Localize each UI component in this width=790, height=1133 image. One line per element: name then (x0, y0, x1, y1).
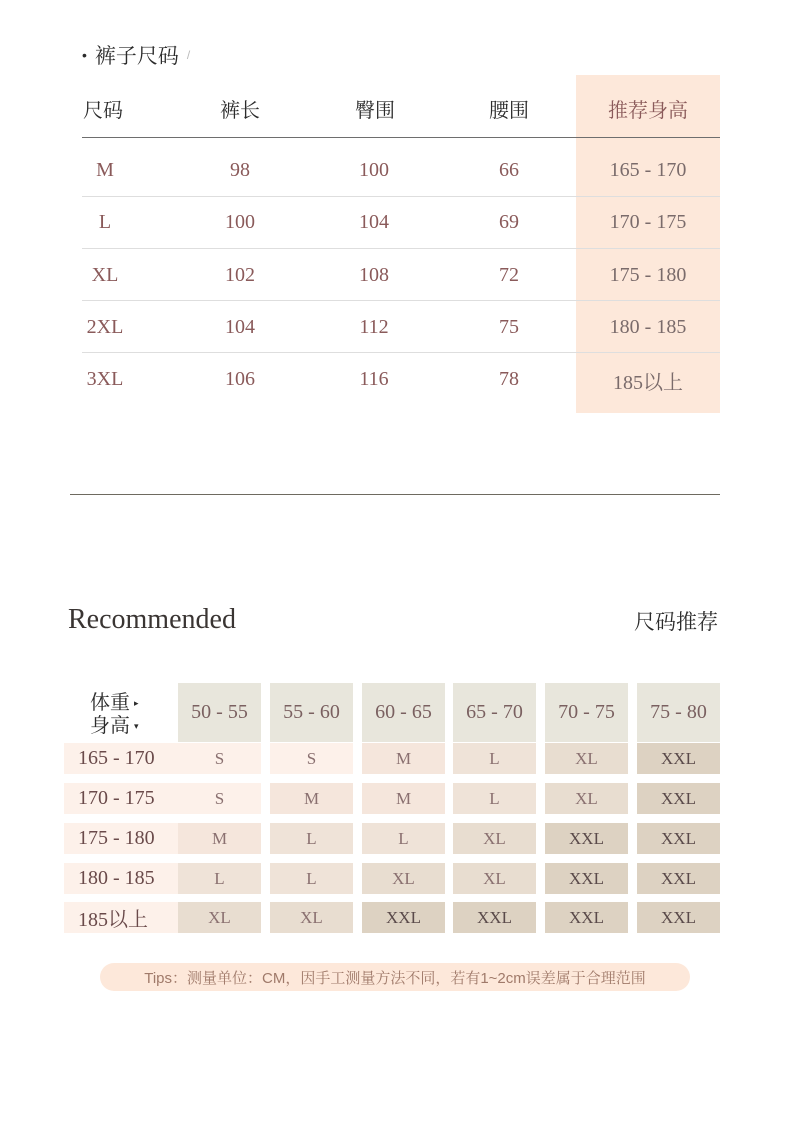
section-title (82, 40, 190, 70)
size-cell: 3XL (86, 368, 124, 390)
length-cell: 102 (225, 264, 255, 286)
height-row-label: 180 - 185 (64, 863, 178, 894)
size-recommendation-cell: M (362, 743, 445, 774)
size-recommendation-cell: S (270, 743, 353, 774)
size-recommendation-cell: M (362, 783, 445, 814)
height-row-label: 185以上 (64, 902, 178, 933)
height-row-label: 170 - 175 (64, 783, 178, 814)
length-cell: 100 (225, 211, 255, 233)
hip-cell: 116 (359, 368, 389, 390)
hip-cell: 112 (359, 316, 389, 338)
size-recommendation-cell: L (270, 823, 353, 854)
size-recommendation-cell: XL (270, 902, 353, 933)
size-cell: M (96, 159, 114, 181)
height-cell: 180 - 185 (609, 316, 687, 338)
row-divider (82, 300, 720, 301)
size-recommendation-cell: XL (453, 823, 536, 854)
height-axis-label: 身高 ▾ (90, 715, 139, 737)
size-recommendation-cell: L (453, 783, 536, 814)
weight-header: 55 - 60 (270, 683, 353, 742)
waist-cell: 69 (499, 211, 519, 233)
recommended-height-column-highlight (576, 75, 720, 413)
weight-header: 60 - 65 (362, 683, 445, 742)
header-recommended-height: 推荐身高 (608, 100, 688, 122)
waist-cell: 66 (499, 159, 519, 181)
weight-header: 75 - 80 (637, 683, 720, 742)
height-row-label: 175 - 180 (64, 823, 178, 854)
size-recommendation-cell: XL (545, 783, 628, 814)
section-divider (70, 494, 720, 495)
row-divider (82, 196, 720, 197)
size-recommendation-cell: L (362, 823, 445, 854)
size-cell: L (98, 211, 112, 233)
size-recommendation-cell: S (178, 783, 261, 814)
size-recommendation-cell: XXL (637, 783, 720, 814)
weight-axis-label: 体重 ▸ (90, 692, 139, 714)
size-recommendation-cell: XL (453, 863, 536, 894)
height-cell: 170 - 175 (609, 211, 687, 233)
hip-cell: 108 (359, 264, 389, 286)
size-recommendation-cell: XXL (362, 902, 445, 933)
header-waist: 腰围 (489, 100, 529, 122)
bullet-icon: • (82, 47, 87, 63)
size-recommendation-cell: XXL (637, 743, 720, 774)
triangle-down-icon: ▾ (134, 721, 139, 732)
header-size: 尺码 (83, 100, 123, 122)
header-length: 裤长 (220, 100, 260, 122)
header-divider (82, 137, 720, 138)
recommended-title-cn: 尺码推荐 (634, 611, 718, 634)
size-recommendation-cell: XXL (545, 863, 628, 894)
size-cell: 2XL (86, 316, 124, 338)
row-divider (82, 352, 720, 353)
size-cell: XL (91, 264, 119, 286)
row-divider (82, 248, 720, 249)
length-cell: 104 (225, 316, 255, 338)
triangle-right-icon: ▸ (134, 698, 139, 709)
size-recommendation-cell: XXL (637, 902, 720, 933)
weight-header: 70 - 75 (545, 683, 628, 742)
waist-cell: 78 (499, 368, 519, 390)
height-cell: 175 - 180 (609, 264, 687, 286)
size-recommendation-cell: M (178, 823, 261, 854)
size-recommendation-cell: XL (362, 863, 445, 894)
weight-header: 50 - 55 (178, 683, 261, 742)
hip-cell: 100 (359, 159, 389, 181)
length-cell: 106 (225, 368, 255, 390)
height-cell: 165 - 170 (609, 159, 687, 181)
hip-cell: 104 (359, 211, 389, 233)
size-recommendation-cell: S (178, 743, 261, 774)
size-recommendation-cell: L (270, 863, 353, 894)
height-cell: 185以上 (613, 372, 683, 394)
size-recommendation-cell: XL (178, 902, 261, 933)
size-recommendation-cell: XXL (453, 902, 536, 933)
waist-cell: 72 (499, 264, 519, 286)
section-title-text: 裤子尺码 (94, 45, 179, 68)
measurement-tips: Tips：测量单位：CM，因手工测量方法不同，若有1~2cm误差属于合理范围 (100, 963, 690, 991)
size-recommendation-cell: L (178, 863, 261, 894)
decor-mark-icon: / (186, 48, 191, 62)
size-recommendation-cell: M (270, 783, 353, 814)
size-recommendation-cell: XXL (637, 863, 720, 894)
weight-header: 65 - 70 (453, 683, 536, 742)
height-row-label: 165 - 170 (64, 743, 178, 774)
size-recommendation-cell: XL (545, 743, 628, 774)
size-recommendation-cell: XXL (637, 823, 720, 854)
size-recommendation-cell: L (453, 743, 536, 774)
recommended-title: Recommended (68, 604, 236, 635)
size-recommendation-cell: XXL (545, 902, 628, 933)
header-hip: 臀围 (355, 100, 395, 122)
size-recommendation-cell: XXL (545, 823, 628, 854)
length-cell: 98 (230, 159, 250, 181)
waist-cell: 75 (499, 316, 519, 338)
